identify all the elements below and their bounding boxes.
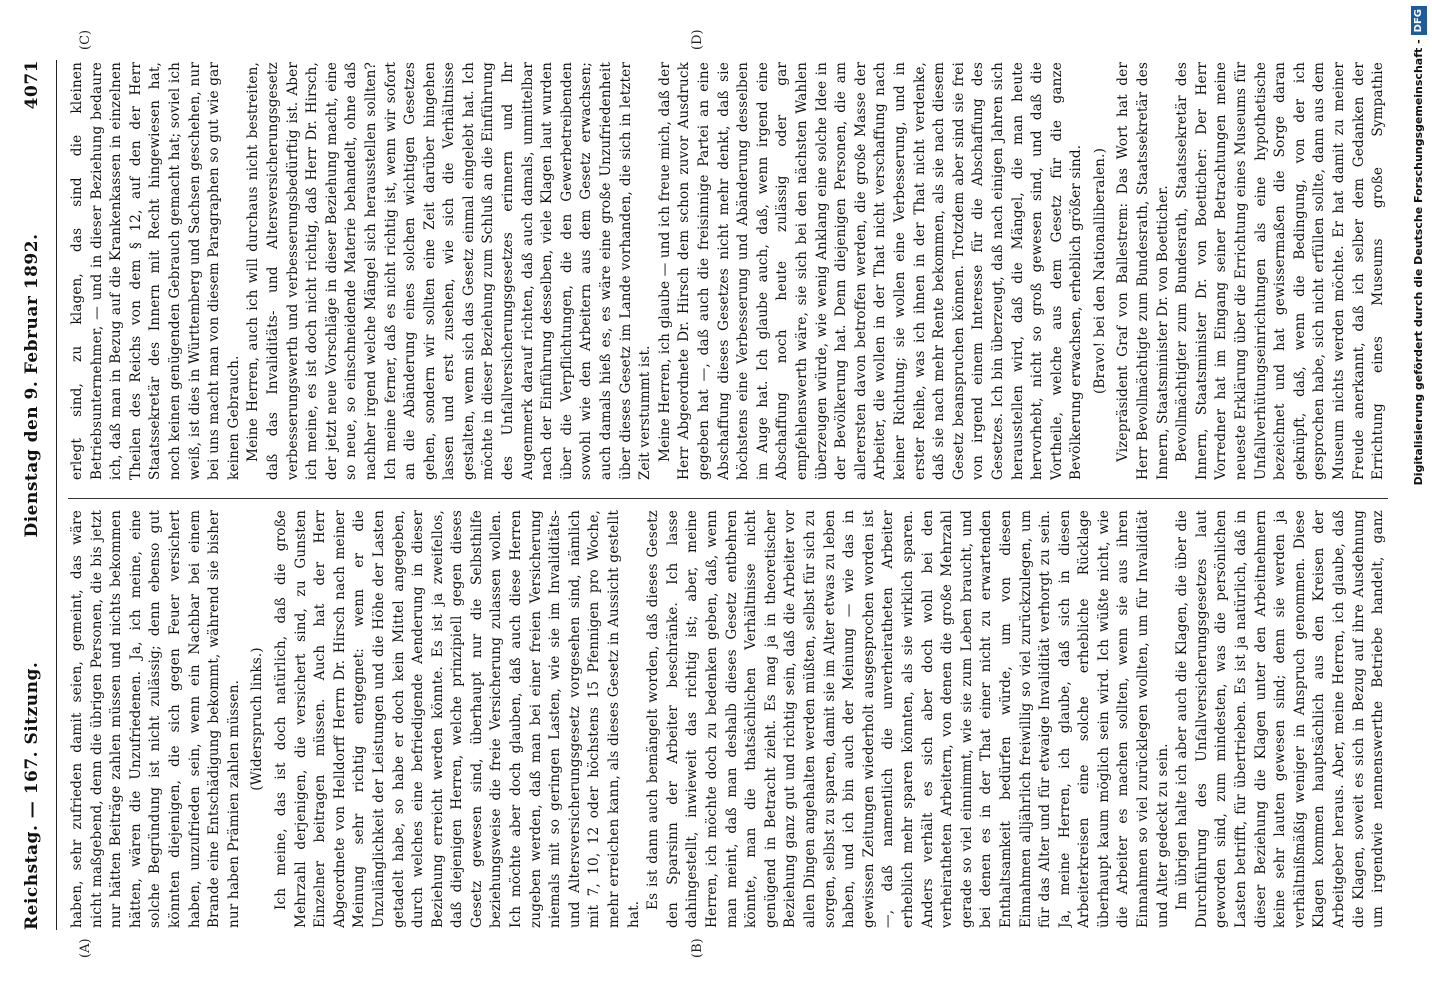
interjection: (Widerspruch links.) bbox=[249, 647, 266, 791]
margin-marker-c: (C) bbox=[78, 29, 93, 50]
dfg-logo: DFG bbox=[1411, 6, 1427, 35]
paragraph: Meine Herren, auch ich will durchaus nicht bestreiten, daß das Invaliditäts- und Altersversicherungsgesetz verbesserungswerth und verbesserungsbedürftig ist. Aber ich meine, es ist doch nicht richtig, daß Herr Dr. Hirsch, der jetzt neue Vorschläge in dieser Beziehung macht, eine so neue, so einschneidende Materie behandelt, ohne daß nachher irgend welche Mängel sich herausstellen sollten? Ich meine ferner, daß es nicht richtig ist, wenn wir sofort an die Abänderung eines solchen wichtigen Gesetzes gehen, sondern wir sollten eine Zeit darüber hingehen lassen und erst zusehen, wie sich die Verhältnisse gestalten, wenn sich das Gesetz einmal eingelebt hat. Ich möchte in dieser Beziehung zum Schluß an die Einführung des Unfallversicherungsgesetzes erinnern und Ihr Augenmerk darauf richten, daß auch damals, unmittelbar nach der Einführung desselben, viele Klagen laut wurden über die Verpflichtungen, die den Gewerbetreibenden sowohl wie den Arbeitern aus dem Gesetz erwachsen; auch damals hieß es, es wäre eine große Unzufriedenheit über dieses Gesetz im Lande vorhanden, die sich in letzter Zeit verstummt ist. bbox=[245, 62, 654, 480]
column-divider bbox=[68, 498, 1388, 499]
page-header bbox=[22, 60, 52, 930]
left-column bbox=[68, 510, 1388, 928]
margin-marker-a: (A) bbox=[78, 938, 93, 958]
paragraph: Im übrigen halte ich aber auch die Klagen, die über die Durchführung des Unfallversicherungsgesetzes laut geworden sind, zum mindesten, was die persönlichen Lasten betrifft, für übertrieben. Es ist ja natürlich, daß in dieser Beziehung die Klagen unter den Arbeitnehmern keine sehr lauten gewesen sind; denn sie werden ja verhältnißmäßig weniger in Anspruch genommen. Diese Klagen kommen hauptsächlich aus den Kreisen der Arbeitgeber heraus. Aber, meine Herren, ich glaube, daß die Klagen, soweit es sich in Bezug auf ihre Ausdehnung um irgendwie nennenswerthe Betriebe handelt, ganz bbox=[1174, 510, 1387, 928]
paragraph: Es ist dann auch bemängelt worden, daß dieses Gesetz den Sparsinn der Arbeiter beschränke. Ich lasse dahingestellt, inwieweit das richtig ist; aber, meine Herren, ich möchte doch zu bedenken geben, daß, wenn man meint, daß man deshalb dieses Gesetz entbehren könnte, man die thatsächlichen Verhältnisse nicht genügend in Betracht zieht. Es mag ja in theoretischer Beziehung ganz gut und richtig sein, daß die Arbeiter vor allen Dingen angehalten werden müßten, selbst für sich zu sorgen, selbst zu sparen, damit sie im Alter etwas zu leben haben, und ich bin auch der Meinung — wie das in gewissen Zeitungen wiederholt ausgesprochen worden ist —, daß namentlich die unverheiratheten Arbeiter erheblich mehr sparen könnten, als sie wirklich sparen. Anders verhält es sich aber doch wohl bei den verheiratheten Arbeitern, von denen die große Mehrzahl gerade so viel einnimmt, wie sie zum Leben braucht, und bei denen es in der That einer nicht zu erwartenden Enthaltsamkeit bedürfen würde, um von diesen Einnahmen alljährlich freiwillig so viel zurückzulegen, um für das Alter und für etwaige Invalidität verhorgt zu sein. Ja, meine Herren, ich glaube, daß sich in diesen Arbeiterkreisen eine solche erhebliche Rücklage überhaupt kaum möglich sein wird. Ich wüßte nicht, wie die Arbeiter es machen sollten, wenn sie aus ihren Einnahmen so viel zurücklegen wollten, um für Invalidität und Alter gedeckt zu sein. bbox=[645, 510, 1171, 928]
speaker-paragraph: Bevollmächtigter zum Bundesrath, Staatssekretär des Innern, Staatsminister Dr. von Boetticher: Der Herr Vorredner hat im Eingang seiner Betrachtungen meine neueste Erklärung über die Errichtung eines Museums für Unfallverhütungseinrichtungen als eine hypothetische bezeichnet und hat gewissermaßen die Sorge daran geknüpft, daß, wenn die Bedingung, von der ich gesprochen habe, sich nicht erfüllen sollte, dann aus dem Museum nichts werden möchte. Er hat damit zu meiner Freude anerkannt, daß ich selber dem Gedanken der Errichtung eines Museums große Sympathie bbox=[1174, 62, 1387, 480]
header-session: Reichstag. — 167. Sitzung. bbox=[22, 661, 42, 930]
header-date: Dienstag den 9. Februar 1892. bbox=[22, 233, 42, 538]
dfg-watermark bbox=[1406, 0, 1432, 1000]
interjection: (Bravo! bei den Nationalliberalen.) bbox=[1091, 147, 1108, 395]
paragraph: Ich meine, das ist doch natürlich, daß die große Mehrzahl derjenigen, die versichert sind, zu Gunsten Einzelner beitragen müssen. Auch hat der Herr Abgeordnete von Helldorff Herrn Dr. Hirsch nach meiner Meinung sehr richtig entgegnet: wenn er die Unzulänglichkeit der Leistungen und die Höhe der Lasten getadelt habe, so habe er doch kein Mittel angegeben, durch welches eine befriedigende Aenderung in dieser Beziehung erreicht werden könnte. Es ist ja zweifellos, daß diejenigen Herren, welche prinzipiell gegen dieses Gesetz gewesen sind, überhaupt nur die Selbsthilfe beziehungsweise die freie Versicherung zulassen wollen. Ich möchte aber doch glauben, daß auch diese Herren zugeben werden, daß man bei einer freien Versicherung niemals mit so geringen Lasten, wie sie im Invaliditäts- und Altersversicherungsgesetz vorgesehen sind, nämlich mit 7, 10, 12 oder höchstens 15 Pfennigen pro Woche, mehr erreichen kann, als dieses Gesetz in Aussicht gestellt hat. bbox=[272, 510, 642, 928]
paragraph: haben, sehr zufrieden damit seien, gemeint, das wäre nicht maßgebend, denn die übrigen Personen, die bis jetzt nur hätten Beiträge zahlen müssen und nichts bekommen hätten, wären die Unzufriedenen. Ja, ich meine, eine solche Begründung ist nicht zulässig; denn ebenso gut könnten diejenigen, die sich gegen Feuer versichert haben, unzufrieden sein, wenn ein Nachbar bei einem Brande eine Entschädigung bekommt, während sie bisher nur haben Prämien zahlen müssen. bbox=[69, 510, 242, 928]
header-rule bbox=[56, 60, 57, 930]
margin-marker-d: (D) bbox=[690, 29, 705, 50]
paragraph: Meine Herren, ich glaube — und ich freue mich, daß der Herr Abgeordnete Dr. Hirsch dem schon zuvor Ausdruck gegeben hat —, daß auch die freisinnige Partei an eine Abschaffung dieses Gesetzes nicht mehr denkt, daß sie höchstens eine Verbesserung und Abänderung desselben im Auge hat. Ich glaube auch, daß, wenn irgend eine Abschaffung noch heute zulässig oder gar empfehlenswerth wäre, sie sich bei den nächsten Wahlen überzeugen würde, wie wenig Anklang eine solche Idee in der Bevölkerung hat. Denn diejenigen Personen, die am allerersten davon betroffen werden, die große Masse der Arbeiter, die wollen in der That nicht verschaffung nach keiner Richtung; sie wollen eine Verbesserung, und in erster Reihe, was ich ihnen in der That nicht verdenke, daß sie nach mehr Rente bekommen, als sie nach diesem Gesetz beanspruchen können. Trotzdem aber sind sie frei von irgend einem Interesse für die Abschaffung des Gesetzes. Ich bin überzeugt, daß nach einigen Jahren sich herausstellen wird, daß die Mängel, die man heute hervorhebt, nicht so groß gewesen sind, und daß die Vortheile, welche aus dem Gesetz für die ganze Bevölkerung erwachsen, erheblich größer sind. bbox=[656, 62, 1085, 480]
watermark-text: Digitalisierung gefördert durch die Deutsche Forschungsgemeinschaft - bbox=[1412, 39, 1425, 486]
speaker-paragraph: Vizepräsident Graf von Ballestrem: Das Wort hat der Herr Bevollmächtigte zum Bundesrath, Staatssekretär des Innern, Staatsminister Dr. von Boetticher. bbox=[1115, 62, 1171, 480]
margin-marker-b: (B) bbox=[690, 938, 705, 958]
right-column bbox=[68, 62, 1388, 480]
paragraph: erlegt sind, zu klagen, das sind die kleinen Betriebsunternehmer, — und in dieser Beziehung bedaure ich, daß man in Bezug auf die Krankenkassen in einzelnen Theilen des Reichs von dem § 12, auf den der Herr Staatssekretär des Innern mit Recht hingewiesen hat, noch keinen genügenden Gebrauch gemacht hat; soviel ich weiß, ist dies in Württemberg und Sachsen geschehen, nur bei uns macht man von diesem Paragraphen so gut wie gar keinen Gebrauch. bbox=[69, 62, 242, 480]
page-number: 4071 bbox=[22, 60, 42, 110]
